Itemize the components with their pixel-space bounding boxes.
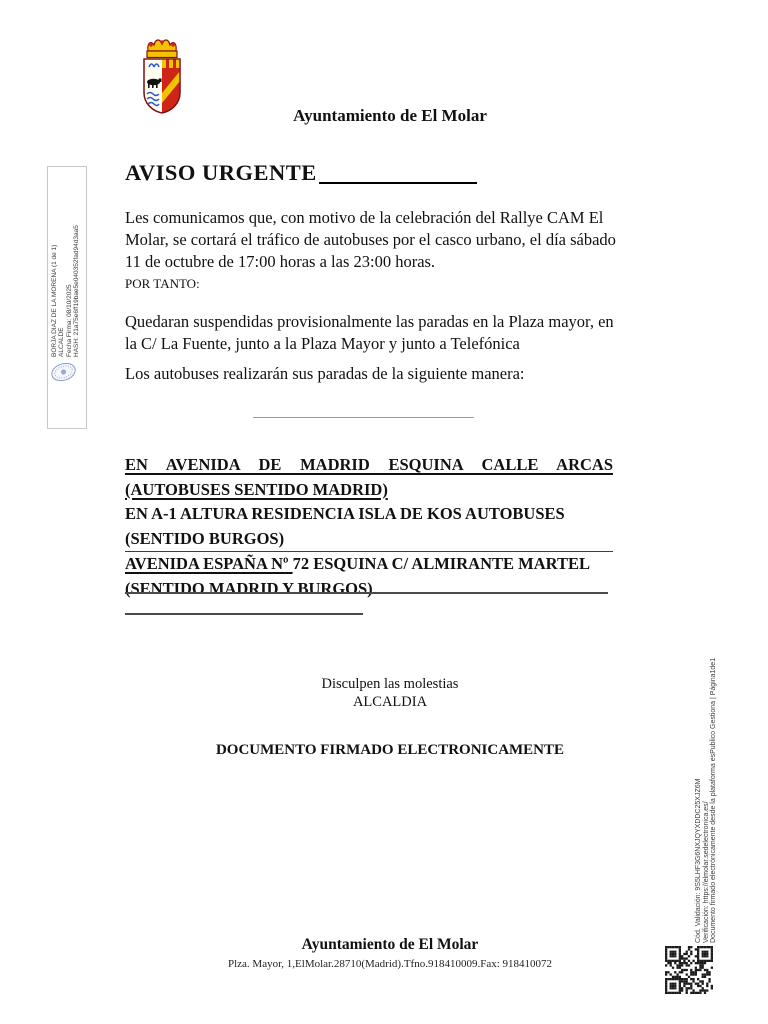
por-tanto-label: POR TANTO: — [125, 276, 200, 291]
notice-title: AVISO URGENTE — [125, 160, 317, 185]
signature-margin-text — [51, 193, 81, 357]
signer-name: BORJA DIAZ DE LA MORENA (1 de 1) — [51, 244, 58, 357]
notice-title-row — [125, 160, 477, 186]
bus-stops-list — [125, 453, 613, 601]
blank-rule-half — [125, 613, 363, 615]
title-underline-rule — [319, 182, 477, 184]
center-divider-rule — [253, 417, 474, 418]
header-municipality: Ayuntamiento de El Molar — [293, 106, 487, 125]
platform-note: Documento firmado electrónicamente desde la plataforma esPublico Gestiona | Página1de1 — [710, 657, 718, 943]
apology-text: Disculpen las molestias — [321, 676, 459, 692]
signer-role: ALCALDE — [58, 327, 66, 357]
qr-code — [665, 946, 713, 994]
el-molar-coat-of-arms-icon — [137, 36, 187, 116]
electronic-signature-note: DOCUMENTO FIRMADO ELECTRONICAMENTE — [215, 742, 565, 758]
stop-1-street: EN AVENIDA DE MADRID ESQUINA CALLE ARCAS — [125, 455, 613, 474]
suspension-paragraph: Quedaran suspendidas provisionalmente las paradas en la Plaza mayor, en la C/ La Fuente, junto a la Plaza Mayor y junto a Telefónica — [125, 312, 614, 353]
blank-rule-full — [125, 592, 608, 594]
blue-oval-stamp-icon — [50, 360, 77, 384]
stop-3-direction: (SENTIDO MADRID Y BURGOS) — [125, 578, 373, 598]
stop-2-direction: (SENTIDO BURGOS) — [125, 527, 613, 553]
intro-paragraph: Les comunicamos que, con motivo de la celebración del Rallye CAM El Molar, se cortará el tráfico de autobuses por el casco urbano, el día sábado 11 de octubre de 17:00 horas a las 23:00 horas. — [125, 208, 616, 271]
signature-date: Fecha Firma: 08/10/2025 — [65, 284, 73, 357]
validation-margin-text — [695, 609, 718, 943]
stop-2-street: EN A-1 ALTURA RESIDENCIA ISLA DE KOS AUTOBUSES — [125, 504, 565, 523]
validation-code: Cód. Validación: 9S5LHF3G6NXJQYXDDC25XJZ6M — [695, 778, 702, 943]
footer-address: Plza. Mayor, 1,ElMolar.28710(Madrid).Tfno.918410009.Fax: 918410072 — [227, 958, 553, 970]
footer-municipality: Ayuntamiento de El Molar — [301, 936, 479, 953]
verification-url: Verificación: https://elmolar.sedelectronica.es/ — [702, 801, 710, 943]
stop-1-direction: (AUTOBUSES SENTIDO MADRID) — [125, 479, 388, 499]
signer-office: ALCALDIA — [352, 694, 428, 710]
stop-3-street: AVENIDA ESPAÑA Nº 72 ESQUINA C/ ALMIRANTE MARTEL — [125, 554, 590, 573]
stops-intro-paragraph: Los autobuses realizarán sus paradas de la siguiente manera: — [125, 364, 525, 383]
signature-hash: HASH: 21a75e6ff19bae5e040352fad94d3aa5 — [73, 225, 81, 357]
